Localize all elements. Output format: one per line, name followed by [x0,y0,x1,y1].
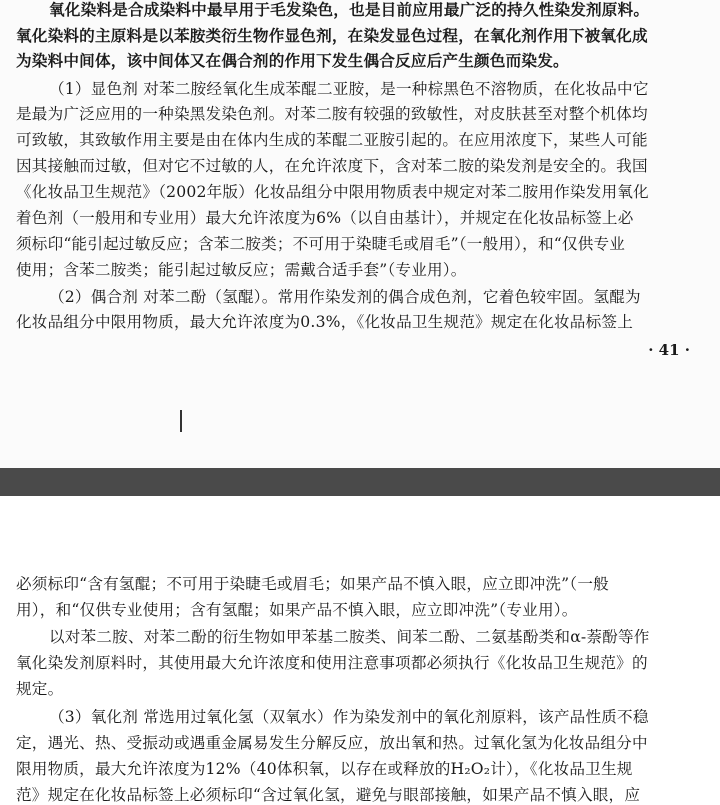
text-line: 《化妆品卫生规范》（2002年版）化妆品组分中限用物质表中规定对苯二胺用作染发用氧化 [16,183,649,201]
text-line: 为染料中间体，该中间体又在偶合剂的作用下发生偶合反应后产生颜色而染发。 [16,51,569,70]
text-cursor [180,410,182,432]
text-line: 因其接触而过敏，但对它不过敏的人，在允许浓度下，含对苯二胺的染发剂是安全的。我国 [16,157,648,175]
page-number: · 41 · [648,341,690,359]
text-line: （1）显色剂 对苯二胺经氧化生成苯醌二亚胺，是一种棕黑色不溶物质，在化妆品中它 [49,80,649,98]
text-line: 是最为广泛应用的一种染黑发染色剂。对苯二胺有较强的致敏性，对皮肤甚至对整个机体均 [16,105,648,123]
text-line: 范》规定在化妆品标签上必须标印“含过氧化氢，避免与眼部接触，如果产品不慎入眼，应 [16,786,641,804]
text-line: 氧化染料的主原料是以苯胺类衍生物作显色剂，在染发显色过程，在氧化剂作用下被氧化成 [16,26,648,45]
text-line: 可致敏，其致敏作用主要是由在体内生成的苯醌二亚胺引起的。在应用浓度下，某些人可能 [16,131,648,149]
text-line: （2）偶合剂 对苯二酚（氢醌）。常用作染发剂的偶合成色剂，它着色较牢固。氢醌为 [49,288,641,306]
text-line: 须标印“能引起过敏反应；含苯二胺类；不可用于染睫毛或眉毛”（一般用），和“仅供专业 [16,235,626,253]
text-line: 氧化染发剂原料时，其使用最大允许浓度和使用注意事项都必须执行《化妆品卫生规范》的 [16,654,648,672]
text-line: 使用；含苯二胺类；能引起过敏反应；需戴合适手套”（专业用）。 [16,261,467,279]
text-line: 氧化染料是合成染料中最早用于毛发染色，也是目前应用最广泛的持久性染发剂原料。 [49,0,650,19]
text-line: （3）氧化剂 常选用过氧化氢（双氧水）作为染发剂中的氧化剂原料，该产品性质不稳 [49,708,649,726]
text-line: 以对苯二胺、对苯二酚的衍生物如甲苯基二胺类、间苯二酚、二氨基酚类和α-萘酚等作 [49,628,650,646]
text-line: 着色剂（一般用和专业用）最大允许浓度为6%（以自由基计），并规定在化妆品标签上必 [16,209,634,227]
page-divider [0,468,720,496]
text-line: 用），和“仅供专业使用；含有氢醌；如果产品不慎入眼，应立即冲洗”（专业用）。 [16,601,578,619]
text-line: 规定。 [16,680,64,698]
bottom-page [0,496,720,804]
text-line: 定，遇光、热、受振动或遇重金属易发生分解反应，放出氧和热。过氧化氢为化妆品组分中 [16,734,648,752]
text-line: 化妆品组分中限用物质，最大允许浓度为0.3%，《化妆品卫生规范》规定在化妆品标签上 [16,313,633,331]
text-line: 必须标印“含有氢醌；不可用于染睫毛或眉毛；如果产品不慎入眼，应立即冲洗”（一般 [16,575,609,593]
text-line: 限用物质，最大允许浓度为12%（40体积氧，以存在或释放的H₂O₂计），《化妆品卫生规 [16,760,633,778]
